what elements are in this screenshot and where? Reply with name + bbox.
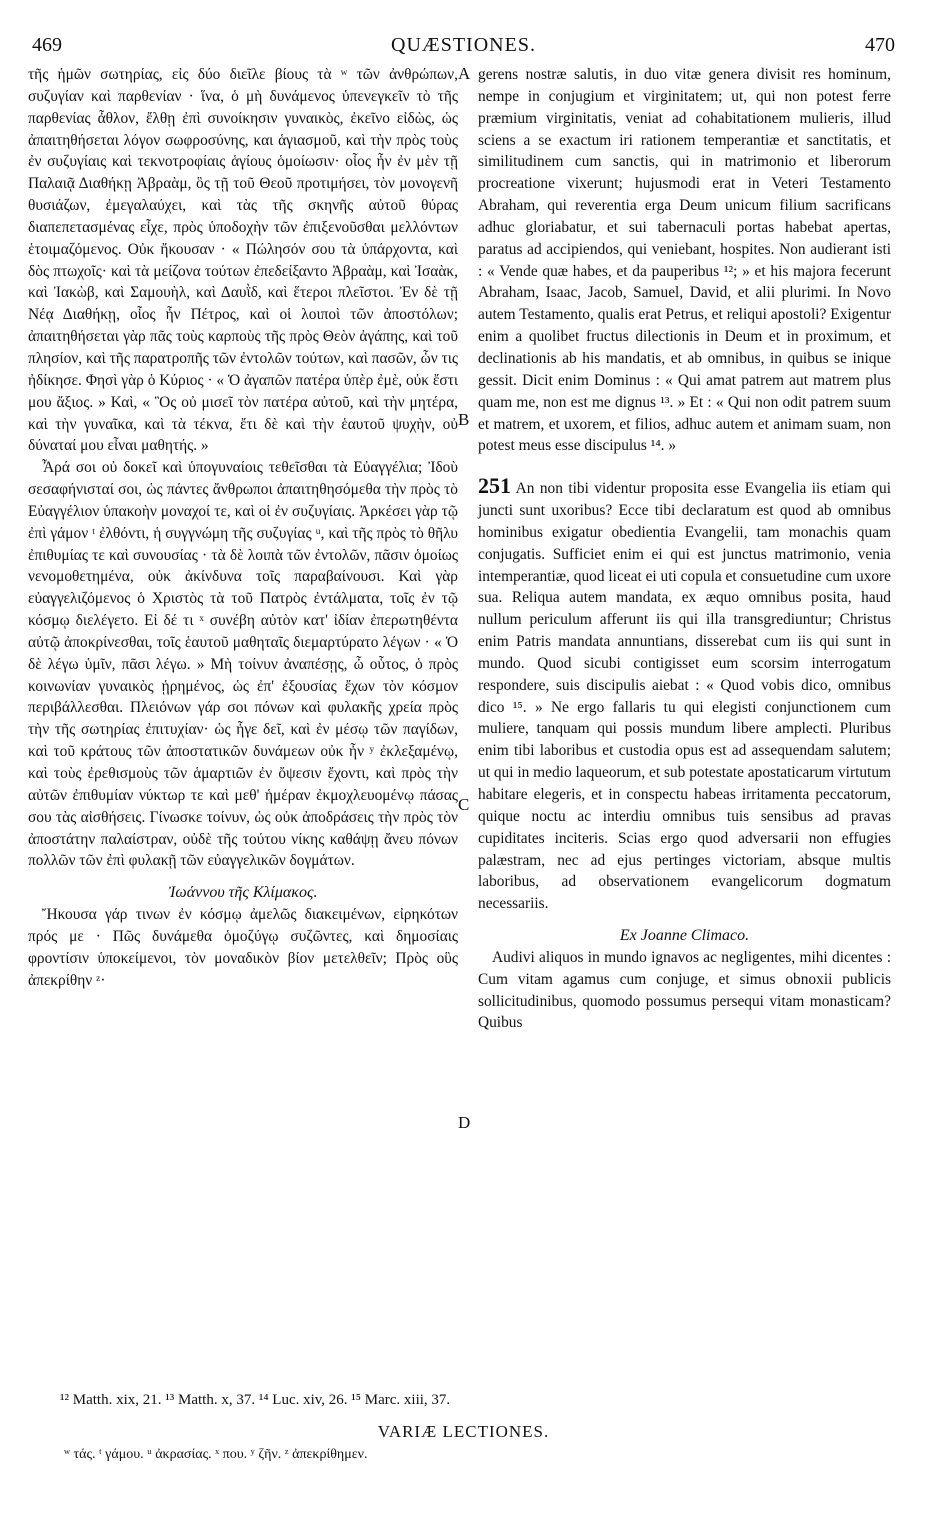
latin-paragraph-2-text: An non tibi videntur proposita esse Evangelia iis etiam qui juncti sunt uxoribus? Ecce tibi declaratum est quod ab omnibus hominibus exigatur obedientia Evangelii, tam monachis quam conjugatis. Sufficiet enim ei qui est junctus matrimonio, venia intemperantiæ, quod liceat ei uti copula et consuetudine cum uxore sua. Reliqua autem mandata, ex æquo omnibus posita, haud nullum periculum afferunt iis qui illa transgrediuntur; Christus enim Patris mandata annuntians, disserebat cum iis qui sunt in mundo. Quod sicubi contigisset eum scorsim interrogatum respondere, suis discipulis aiebat : « Quod vobis dico, omnibus dico ¹⁵. » Ne ergo fallaris tu qui elegisti conjunctionem cum muliere, tanquam qui possis mundum libere amplecti. Pluribus enim tibi laboribus et custodia opus est ad assequendam salutem; ut qui in medio laqueorum, et sub potestate apostaticarum virtutum habitare elegeris, et in conspectu habeas irritamenta peccatorum, quique noctu ac interdiu omnibus tuis sensibus ad pravas cupiditates inciteris. Scias ergo quod adversarii non effugies palæstram, nec ad ejus pertinges victoriam, absque multis laboribus, ad observationem evangelicorum dogmatum necessariis.: [478, 480, 892, 913]
latin-paragraph-2: [478, 475, 891, 915]
latin-paragraph-1: gerens nostræ salutis, in duo vitæ genera divisit res hominum, nempe in conjugium et virginitatem; ut, qui non potest ferre præmium virginitatis, veniat ad cohabitationem mulieris, illud sciens a se exactum iri rationem temperantiæ et sanctitatis, et similitudinem cum sanctis, qui in matrimonio et liberorum procreatione vixerunt; hujusmodi erat in Veteri Testamento Abraham, qui reverentia erga Deum unicum filium sacrificans adhuc gloriabatur, et sui tabernaculi portas habebat apertas, paratus ad accipiendos, qui veniebant, hospites. Non audierant isti : « Vende quæ habes, et da pauperibus ¹²; » et his majora fecerunt Abraham, Isaac, Jacob, Samuel, David, et alii plurimi. In Novo autem Testamento, qualis erat Petrus, et reliqui apostoli? Exigentur enim a quolibet fructus dilectionis in Deum et in proximum, et declinationis ab his mandatis, et ab omnibus, in quibus se inique gessit. Dicit enim Dominus : « Qui amat patrem aut matrem plus quam me, non est me dignus ¹³. » Et : « Qui non odit patrem suum et matrem, et uxorem, et filios, adhuc autem et animam suam, non potest meus esse discipulus ¹⁴. »: [478, 66, 891, 455]
section-number: 251: [478, 473, 511, 499]
latin-column: [478, 64, 891, 1034]
page-header: [32, 34, 895, 60]
greek-paragraph-3: Ἤκουσα γάρ τινων ἐν κόσμῳ ἀμελῶς διακειμένων, εἰρηκότων πρός με · Πῶς δυνάμεθα ὁμοζύγῳ συζῶντες, καὶ δημοσίαις φροντίσιν ὑποκείμενοι, τὸν μοναδικὸν βίον μετελθεῖν; Πρὸς οὓς ἀπεκρίθην ᶻ·: [28, 906, 458, 989]
latin-paragraph-3: Audivi aliquos in mundo ignavos ac negligentes, mihi dicentes : Cum vitam agamus cum conjuge, et simus obnoxii publicis sollicitudinibus, quomodo possumus persequi vitam monasticam? Quibus: [478, 948, 891, 1032]
greek-paragraph-1: τῆς ἡμῶν σωτηρίας, εἰς δύο διεῖλε βίους τὰ ʷ τῶν ἀνθρώπων, συζυγίαν καὶ παρθενίαν · ἵνα, ὁ μὴ δυνάμενος ὑπενεγκεῖν τὸ τῆς παρθενίας ἆθλον, ἔλθῃ ἐπὶ συνοίκησιν γυναικὸς, ἐκεῖνο εἰδὼς, ὡς ἀπαιτηθήσεται λόγον σωφροσύνης, και ἁγιασμοῦ, καὶ τὴν πρὸς τοὺς ἐν συζυγίαις καὶ τεκνοτροφίαις ἁγίους ὁμοίωσιν· οἷος ἦν ἐν μὲν τῇ Παλαιᾷ Διαθήκῃ Ἀβραὰμ, ὃς τῇ τοῦ Θεοῦ προτιμήσει, τὸν μονογενῆ θυσιάζων, ἐμεγαλαύχει, καὶ τὰς τῆς σκηνῆς αὐτοῦ θύρας διαπεπετασμένας εἶχε, πρὸς ὑποδοχὴν τῶν ἐπιξενοῦσθαι μελλόντων ἑτοιμαζόμενος. Οὐκ ἤκουσαν · « Πώλησόν σου τὰ ὑπάρχοντα, καὶ δὸς πτωχοῖς· καὶ τὰ μείζονα τούτων ἐπεδείξαντο Ἀβραὰμ, καὶ Ἰσαὰκ, καὶ Ἰακὼβ, καὶ Σαμουὴλ, καὶ Δαυῒδ, καὶ ἕτεροι πλεῖστοι. Ἐν δὲ τῇ Νέᾳ Διαθήκῃ, οἷος ἦν Πέτρος, καὶ οἱ λοιποὶ τῶν ἀποστόλων; ἀπαιτηθήσεται γὰρ πᾶς τοὺς καρποὺς τῆς πρὸς Θεὸν ἀγάπης, καὶ τοῦ πλησίον, καὶ τῆς παρατροπῆς τῶν ἐντολῶν τούτων, καὶ πασῶν, ὧν τις ἠδίκησε. Φησὶ γὰρ ὁ Κύριος · « Ὁ ἀγαπῶν πατέρα ὑπὲρ ἐμὲ, οὐκ ἔστι μου ἄξιος. » Καὶ, « Ὃς οὐ μισεῖ τὸν πατέρα αὐτοῦ, καὶ τὴν μητέρα, καὶ τὴν γυναῖκα, καὶ τὰ τέκνα, ἔτι δὲ καὶ τὴν ἑαυτοῦ ψυχὴν, οὐ δύναταί μου εἶναι μαθητής. »: [28, 66, 458, 455]
page-number-left: 469: [32, 34, 62, 56]
latin-section-heading: Ex Joanne Climaco.: [619, 927, 750, 945]
margin-letter-d: D: [458, 1113, 471, 1132]
scripture-footnotes: ¹² Matth. xix, 21. ¹³ Matth. x, 37. ¹⁴ Luc. xiv, 26. ¹⁵ Marc. xiii, 37.: [60, 1392, 451, 1408]
margin-letter-a: A: [458, 64, 471, 83]
variae-lectiones-heading: VARIÆ LECTIONES.: [377, 1422, 550, 1441]
variae-lectiones: ʷ τάς. ᵗ γάμου. ᵘ ἀκρασίας. ˣ που. ʸ ζῆν. ᶻ ἀπεκρίθημεν.: [64, 1447, 368, 1462]
running-title: QUÆSTIONES.: [391, 34, 536, 56]
page-number-right: 470: [865, 34, 895, 56]
margin-letter-c: C: [458, 795, 470, 814]
greek-section-heading: Ἰωάννου τῆς Κλίμακος.: [168, 884, 318, 902]
greek-paragraph-2: Ἆρά σοι οὐ δοκεῖ καὶ ὑπογυναίοις τεθεῖσθαι τὰ Εὐαγγέλια; Ἰδοὺ σεσαφήνισταί σοι, ὡς πάντες ἄνθρωποι ἀπαιτηθησόμεθα τὴν πρὸς τὸ Εὐαγγέλιον ὑπακοὴν μοναχοί τε, καὶ οἱ ἐν συζυγίαις. Ἀρκέσει γὰρ τῷ ἐπὶ γάμον ᵗ ἐλθόντι, ἡ συγγνώμη τῆς συζυγίας ᵘ, καὶ τῆς πρὸς τὸ θῆλυ ἐπιθυμίας τε καὶ συνουσίας · τὰ δὲ λοιπὰ τῶν ἐντολῶν, πᾶσιν ὁμοίως νενομοθετημένα, οὐκ ἀκίνδυνα τοῖς παραβαίνουσι. Καὶ γὰρ εὐαγγελιζόμενος ὁ Χριστὸς τὰ τοῦ Πατρὸς ἐντάλματα, τοῖς ἐν τῷ κόσμῳ διελέγετο. Εἰ δέ τι ˣ συνέβη αὐτὸν κατ' ἰδίαν ἐπερωτηθέντα αὐτῷ ἀποκρίνεσθαι, τοῖς ἑαυτοῦ μαθηταῖς διεμαρτύρατο λέγων · « Ὁ δὲ λέγω ὑμῖν, πᾶσι λέγω. » Μὴ τοίνυν ἀναπέσῃς, ὦ οὗτος, ὁ πρὸς κοινωνίαν γυναικὸς ᾑρημένος, ὡς ἐπ' ἐξουσίας ἔχων τὸν κόσμον περιβάλλεσθαι. Πλειόνων γάρ σοι πόνων καὶ φυλακῆς χρεία πρὸς τὴν τῆς σωτηρίας ἐπιτυχίαν· ὡς ἦγε δεῖ, καὶ ἐν μέσῳ τῶν παγίδων, καὶ τοῦ κράτους τῶν ἀποστατικῶν δυνάμεων οὐκ ἦν ʸ ἐκλεξαμένῳ, καὶ τοὺς ἐρεθισμοὺς τῶν ἁμαρτιῶν ἐν ὄψεσιν ἔχοντι, καὶ πρὸς τὴν αὐτῶν ἐπιθυμίαν νύκτωρ τε καὶ μεθ' ἡμέραν ἐκμοχλευομένῳ πάσας σου τὰς αἰσθήσεις. Γίνωσκε τοίνυν, ὡς οὐκ ἀποδράσεις τὴν πρὸς τὸν ἀποστάτην παλαίστραν, οὐδὲ τῆς τούτου νίκης καθάψῃ ἄνευ πόνων πολλῶν τῶν ἐπὶ φυλακῇ τῶν εὐαγγελικῶν δογμάτων.: [28, 459, 458, 870]
greek-column: [28, 64, 458, 991]
margin-letter-b: B: [458, 410, 470, 429]
